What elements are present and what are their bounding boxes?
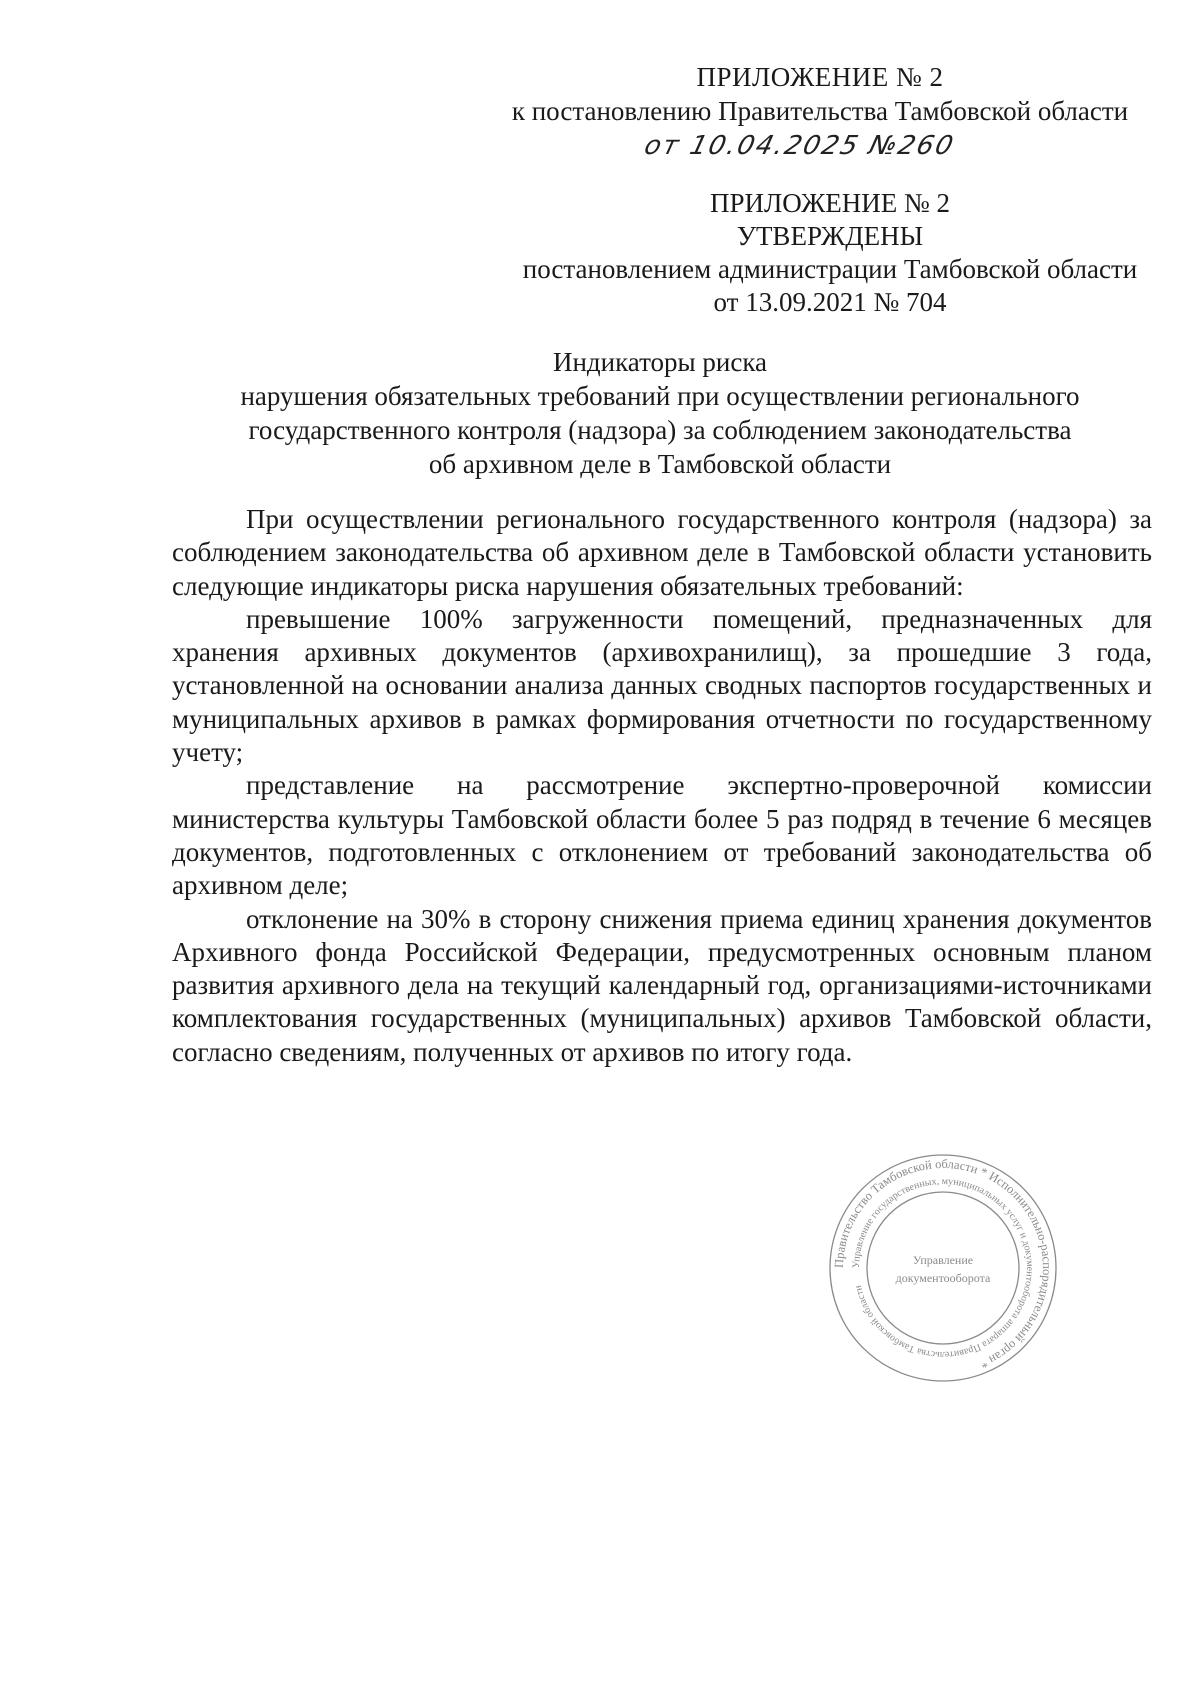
document-title-line: Индикаторы риска [552, 347, 768, 377]
original-appendix-title: ПРИЛОЖЕНИЕ № 2 [709, 188, 951, 218]
risk-indicator-1: превышение 100% загруженности помещений, предназначенных для хранения архивных документов (архивохранилищ), за прошедшие 3 года, установленной на основании анализа данных сводных паспортов государственных и муниципальных архивов в рамках формирования отчетности по государственному учету; [172, 603, 1152, 768]
official-seal-stamp [827, 1152, 1059, 1384]
risk-indicator-2: представление на рассмотрение экспертно-проверочной комиссии министерства культуры Тамбовской области более 5 раз подряд в течение 6 месяцев документов, подготовленных с отклонением от требований законодательства об архивном деле; [172, 770, 1152, 901]
document-title-line: государственного контроля (надзора) за соблюдением законодательства [248, 415, 1072, 445]
risk-indicator-3: отклонение на 30% в сторону снижения приема единиц хранения документов Архивного фонда Российской Федерации, предусмотренных основным планом развития архивного дела на текущий календарный год, организациями-источниками комплектования государственных (муниципальных) архивов Тамбовской области, согласно сведениям, полученных от архивов по итогу года. [172, 903, 1152, 1067]
approved-label: УТВЕРЖДЕНЫ [736, 221, 924, 251]
document-title [180, 345, 1140, 481]
stamp-outer-ring [830, 1155, 1056, 1381]
stamp-center-line: документооборота [895, 1271, 991, 1285]
document-title-line: об архивном деле в Тамбовской области [428, 449, 892, 479]
approved-by: постановлением администрации Тамбовской области [522, 254, 1138, 284]
appendix-subtitle: к постановлению Правительства Тамбовской области [511, 96, 1129, 126]
handwritten-date: от 10.04.2025 №260 [641, 131, 959, 161]
stamp-inner-ring [867, 1192, 1019, 1344]
approved-date: от 13.09.2021 № 704 [713, 287, 947, 317]
document-title-line: нарушения обязательных требований при осуществлении регионального [240, 381, 1080, 411]
stamp-middle-text: Управление государственных, муниципальных услуг и документооборота аппарата Правительства Тамбовской области [850, 1175, 1036, 1361]
current-appendix-header [480, 60, 1160, 163]
intro-paragraph: При осуществлении регионального государственного контроля (надзора) за соблюдением законодательства об архивном деле в Тамбовской области установить следующие индикаторы риска нарушения обязательных требований: [172, 504, 1152, 601]
original-appendix-header [470, 187, 1190, 319]
stamp-center-line: Управление [912, 1253, 974, 1267]
stamp-outer-text: Правительство Тамбовской области * Исполнительно-распорядительный орган * [831, 1156, 1055, 1372]
document-body [172, 503, 1152, 1069]
appendix-title: ПРИЛОЖЕНИЕ № 2 [696, 62, 944, 92]
